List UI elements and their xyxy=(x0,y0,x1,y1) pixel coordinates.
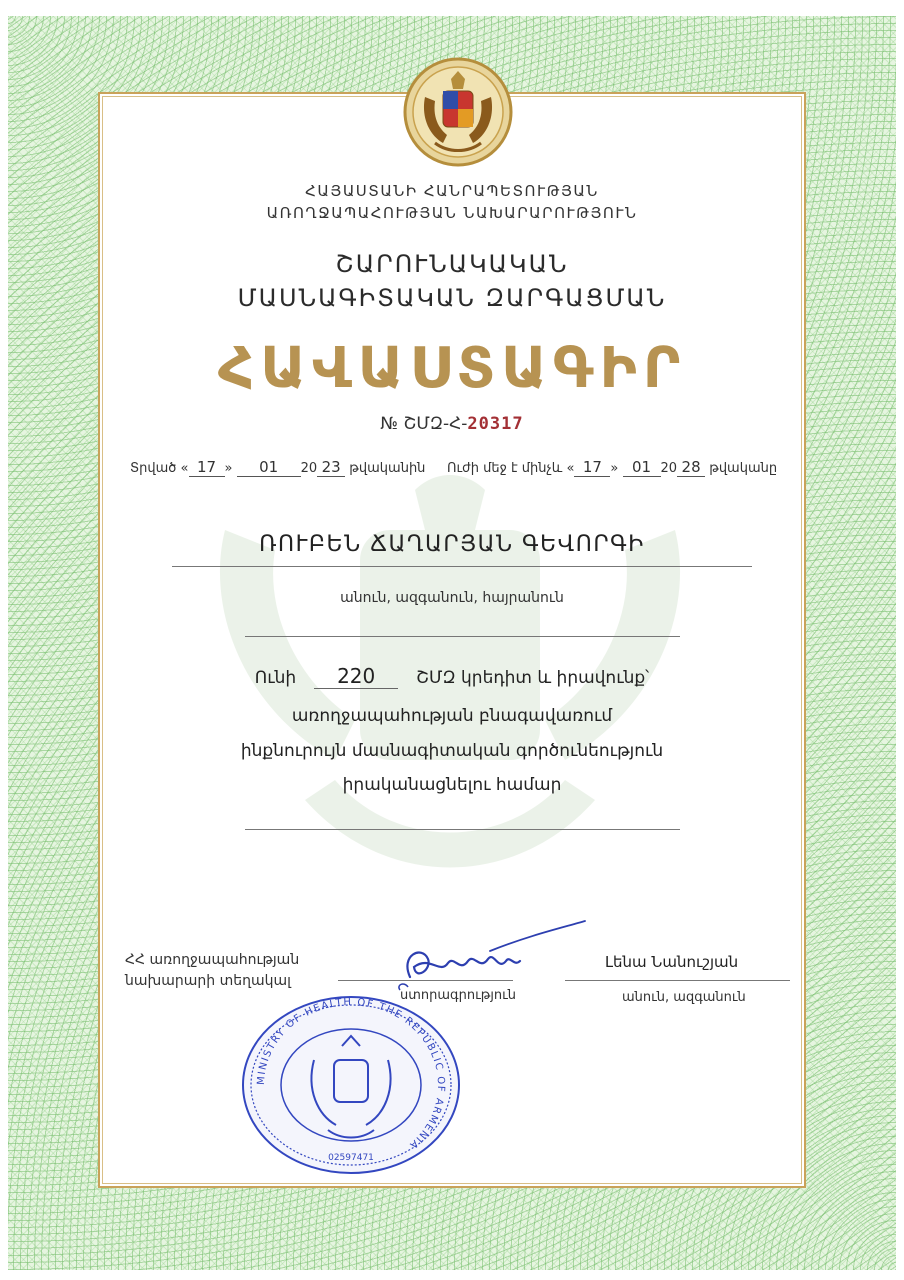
valid-month: 01 xyxy=(623,458,661,477)
certificate-number xyxy=(0,414,904,434)
credits-prefix: Ունի xyxy=(254,668,297,688)
body-divider-line xyxy=(245,829,680,830)
subtitle-line-2: ՄԱՍՆԱԳԻՏԱԿԱՆ ԶԱՐԳԱՑՄԱՆ xyxy=(237,284,667,312)
holder-name-underline xyxy=(172,566,752,567)
armenian-coat-of-arms-icon xyxy=(403,57,513,167)
certificate-number-value: 20317 xyxy=(467,414,524,434)
body-line-2: ինքնուրույն մասնագիտական գործունեություն xyxy=(240,741,664,761)
signatory-role-line-1: ՀՀ առողջապահության xyxy=(125,952,300,968)
signatory-name-caption: անուն, ազգանուն xyxy=(622,990,746,1005)
signatory-name: Լենա Նանուշյան xyxy=(605,953,739,971)
seal-outer-text: MINISTRY OF HEALTH OF THE REPUBLIC OF ARMENIA xyxy=(255,996,447,1152)
seal-code: 02597471 xyxy=(328,1153,374,1163)
body-line-1: առողջապահության բնագավառում xyxy=(291,706,613,726)
ministry-header xyxy=(0,180,904,224)
signature-caption: ստորագրություն xyxy=(400,988,516,1003)
signatory-role-line-2: նախարարի տեղակալ xyxy=(125,973,291,989)
certificate-number-prefix: № ՇՄԶ-Հ- xyxy=(380,414,468,434)
credits-suffix: ՇՄԶ կրեդիտ և իրավունք՝ xyxy=(416,668,650,688)
valid-year: 28 xyxy=(677,458,705,477)
signatory-role xyxy=(125,950,299,992)
ministry-line-1: ՀԱՅԱՍՏԱՆԻ ՀԱՆՐԱՊԵՏՈՒԹՅԱՆ xyxy=(305,182,599,200)
issue-month: 01 xyxy=(237,458,301,477)
ministry-line-2: ԱՌՈՂՋԱՊԱՀՈՒԹՅԱՆ ՆԱԽԱՐԱՐՈՒԹՅՈՒՆ xyxy=(266,204,638,222)
issue-date-sep: » xyxy=(224,461,233,476)
issue-date-suffix: թվականին xyxy=(349,461,426,476)
signatory-name-line xyxy=(565,980,790,981)
issue-date-label: Տրված « xyxy=(130,461,189,476)
credits-line xyxy=(0,664,904,689)
valid-date-label: Ուժի մեջ է մինչև « xyxy=(447,461,575,476)
body-line-3: իրականացնելու համար xyxy=(342,775,562,795)
valid-until-date xyxy=(447,458,777,477)
valid-day: 17 xyxy=(574,458,610,477)
signature-line xyxy=(338,980,513,981)
certificate-title: ՀԱՎԱՍՏԱԳԻՐ xyxy=(217,336,687,401)
credits-value: 220 xyxy=(314,664,398,689)
valid-date-suffix: թվականը xyxy=(709,461,778,476)
holder-name-caption: անուն, ազգանուն, հայրանուն xyxy=(340,590,564,606)
issue-year: 23 xyxy=(317,458,345,477)
valid-date-sep: » xyxy=(610,461,619,476)
issue-century: 20 xyxy=(300,461,318,476)
certificate-subtitle xyxy=(0,247,904,315)
issue-day: 17 xyxy=(189,458,225,477)
valid-century: 20 xyxy=(660,461,678,476)
holder-name: ՌՈՒԲԵՆ ՃԱՂԱՐՅԱՆ ԳԵՎՈՐԳԻ xyxy=(259,532,645,557)
official-seal-stamp xyxy=(236,990,466,1180)
subtitle-line-1: ՇԱՐՈՒՆԱԿԱԿԱՆ xyxy=(335,250,569,278)
issue-date xyxy=(130,458,425,477)
divider-line xyxy=(245,636,680,637)
